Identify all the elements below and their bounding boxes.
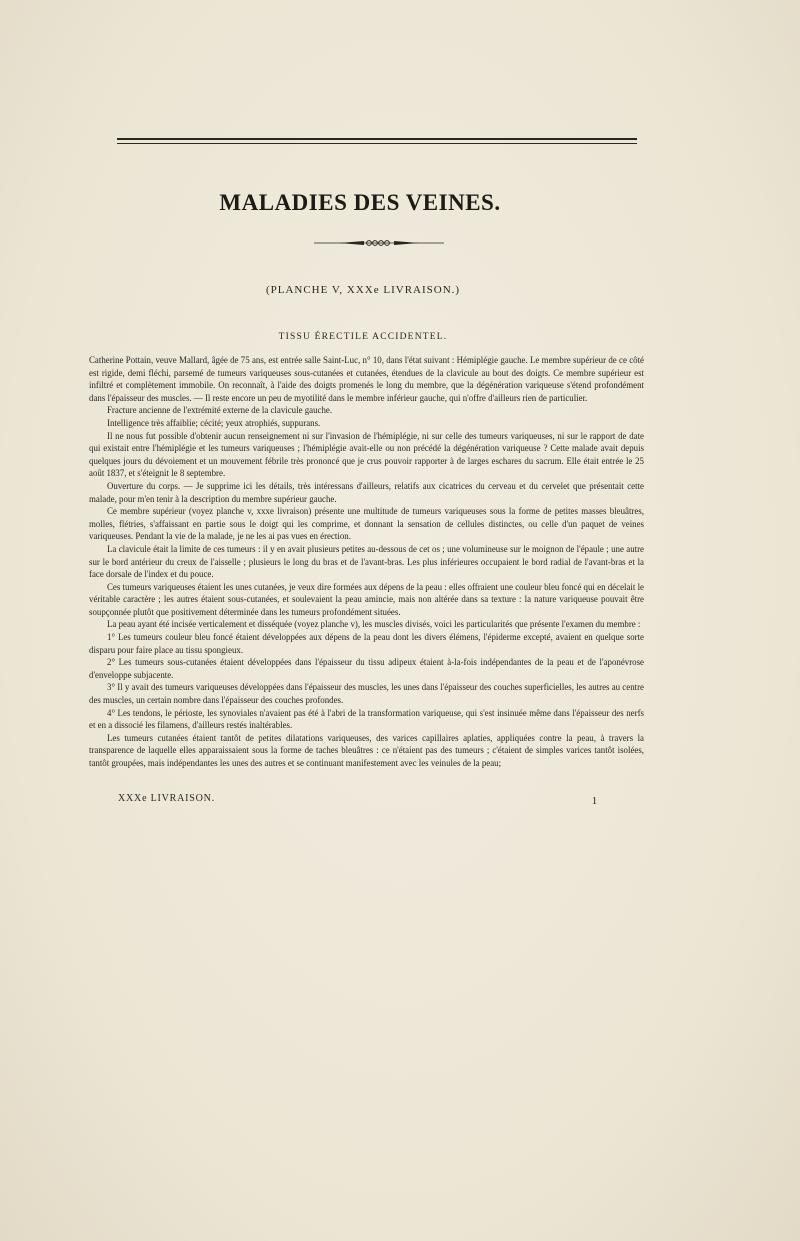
paragraph: Ouverture du corps. — Je supprime ici les détails, très intéressans d'ailleurs, relatifs aux cicatrices du cerveau et du cervelet que présentait cette malade, pour m'en tenir à la description du membre supérieur gauche. (89, 480, 644, 504)
paragraph: Ce membre supérieur (voyez planche v, xxxe livraison) présente une multitude de tumeurs variqueuses sous la forme de petites masses bleuâtres, molles, flétries, s'affaissant en partie sous le doigt qui les comprime, et donnant la sensation de cellules distinctes, ou celle d'un paquet de veines variqueuses. Pendant la vie de la malade, je ne les ai pas vues en érection. (89, 506, 644, 542)
ornament-divider (314, 237, 444, 249)
plate-reference: (PLANCHE V, XXXe LIVRAISON.) (265, 284, 461, 296)
paragraph: 4° Les tendons, le périoste, les synoviales n'avaient pas été à l'abri de la transformation variqueuse, qui s'est insinuée même dans l'épaisseur des nerfs et en a dissocié les filamens, d'ailleurs restés inaltérables. (89, 707, 644, 731)
body-text (89, 354, 644, 770)
section-subtitle: TISSU ÉRECTILE ACCIDENTEL. (278, 332, 448, 342)
top-rule (117, 138, 637, 144)
page-title: MALADIES DES VEINES. (219, 190, 501, 215)
paragraph: La clavicule était la limite de ces tumeurs : il y en avait plusieurs petites au-dessous de cet os ; une volumineuse sur le moignon de l'épaule ; une autre sur le bord antérieur du creux de l'aisselle ; plusieurs le long du bras et de l'avant-bras. Les plus inférieures occupaient le bord radial de l'avant-bras et la face dorsale de l'index et du pouce. (89, 543, 644, 580)
signature-mark: XXXe LIVRAISON. (118, 793, 215, 804)
page-number: 1 (591, 795, 598, 807)
paragraph: Ces tumeurs variqueuses étaient les unes cutanées, je veux dire formées aux dépens de la peau : elles offraient une couleur bleu foncé qui en décelait le véritable caractère ; les autres étaient sous-cutanées, et soulevaient la peau amincie, mais non altérée dans sa texture : la nature variqueuse pouvait être soupçonnée plutôt que positivement déterminée dans les tumeurs profondément situées. (89, 581, 644, 617)
paragraph: 3° Il y avait des tumeurs variqueuses développées dans l'épaisseur des muscles, les unes dans l'épaisseur des couches superficielles, les autres au centre des muscles, un certain nombre dans l'épaisseur des couches profondes. (89, 682, 644, 706)
paragraph: Intelligence très affaiblie; cécité; yeux atrophiés, suppurans. (107, 417, 321, 428)
paragraph: Catherine Pottain, veuve Mallard, âgée de 75 ans, est entrée salle Saint-Luc, n° 10, dans l'état suivant : Hémiplégie gauche. Le membre supérieur de ce côté est rigide, demi fléchi, parsemé de tumeurs variqueuses sous-cutanées et cutanées, étendues de la clavicule au bout des doigts. Ce membre supérieur est infiltré et complètement immobile. On reconnaît, à l'aide des doigts promenés le long du membre, que la dégénération variqueuse s'étend profondément dans l'épaisseur des muscles. — Il reste encore un peu de myotilité dans le membre inférieur gauche, qui n'offre d'ailleurs rien de particulier. (89, 355, 644, 403)
paragraph: Il ne nous fut possible d'obtenir aucun renseignement ni sur l'invasion de l'hémiplégie, ni sur celle des tumeurs variqueuses, ni sur le rapport de date qui existait entre l'hémiplégie et les tumeurs variqueuses ; l'hémiplégie avait-elle ou non précédé la dégénération variqueuse ? Cette malade avait depuis quelques jours du dévoiement et un mouvement fébrile très prononcé que je crus pouvoir rapporter à de larges eschares du sacrum. Elle était entrée le 25 août 1837, et s'éteignit le 8 septembre. (89, 430, 644, 479)
paragraph: Les tumeurs cutanées étaient tantôt de petites dilatations variqueuses, des varices capillaires aplaties, appliquées contre la peau, à travers la transparence de laquelle elles apparaissaient sous la forme de taches bleuâtres : ce n'étaient pas des tumeurs ; c'étaient de simples varices tantôt isolées, tantôt groupées, mais indépendantes les unes des autres et se continuant manifestement avec les veinules de la peau; (89, 732, 644, 768)
paragraph: 2° Les tumeurs sous-cutanées étaient développées dans l'épaisseur du tissu adipeux étaient à-la-fois indépendantes de la peau et de l'aponévrose d'enveloppe subjacente. (89, 657, 644, 680)
page-footer (118, 793, 598, 809)
paragraph: Fracture ancienne de l'extrémité externe de la clavicule gauche. (107, 405, 333, 416)
paragraph: La peau ayant été incisée verticalement et disséquée (voyez planche v), les muscles divisés, voici les particularités que présente l'examen du membre : (107, 619, 641, 630)
paragraph: 1° Les tumeurs couleur bleu foncé étaient développées aux dépens de la peau dont les divers élémens, l'épiderme excepté, avaient en quelque sorte disparu pour faire place au tissu spongieux. (89, 632, 644, 655)
